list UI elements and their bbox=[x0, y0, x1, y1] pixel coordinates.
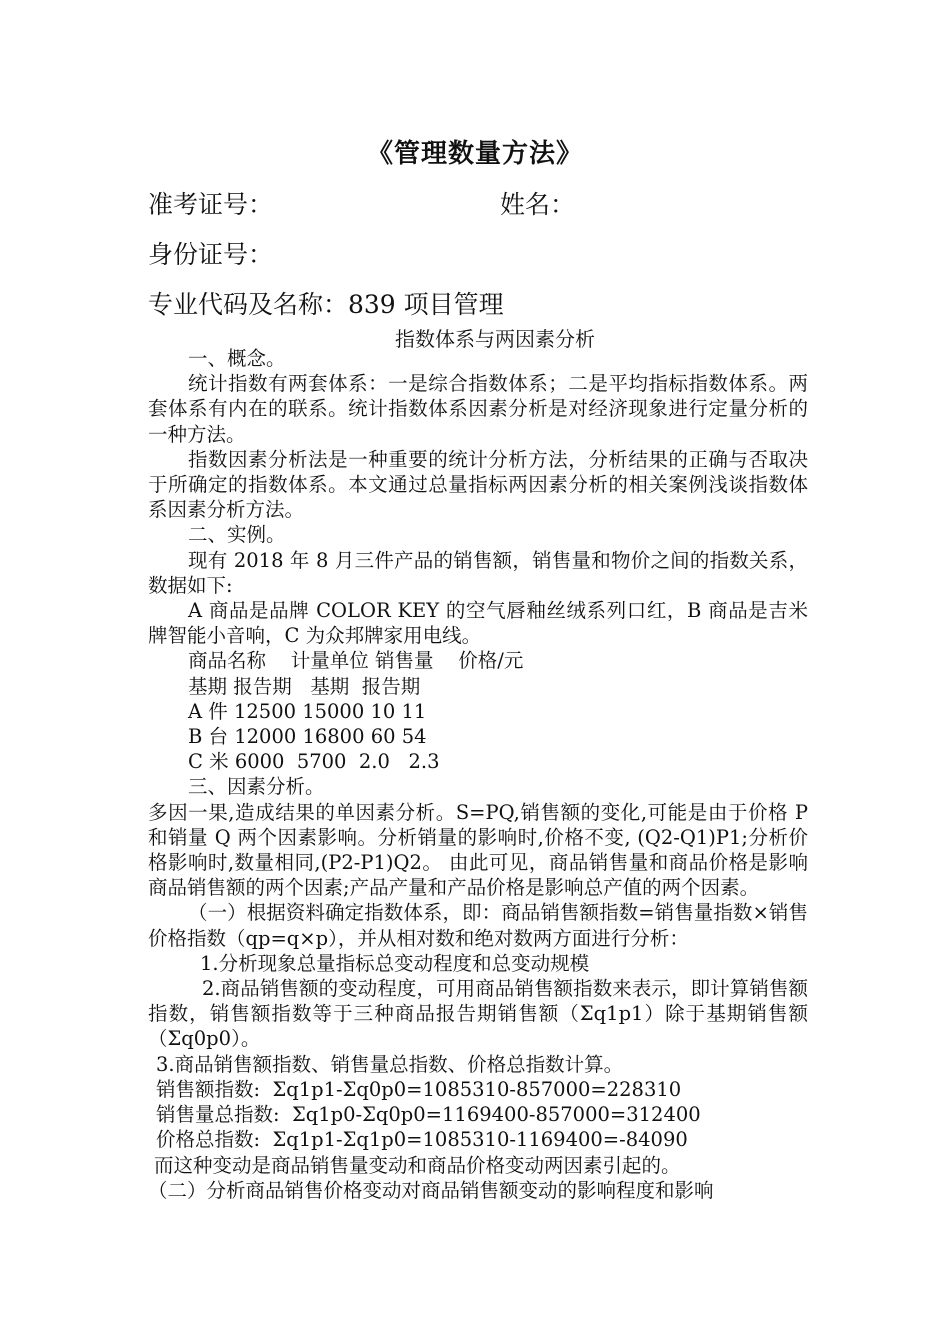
paragraph: （二）分析商品销售价格变动对商品销售额变动的影响程度和影响 bbox=[148, 1178, 714, 1202]
document-title: 《管理数量方法》 bbox=[366, 139, 583, 169]
table-row: C 米 6000 5700 2.0 2.3 bbox=[188, 750, 440, 774]
paragraph: 统计指数有两套体系：一是综合指数体系；二是平均指标指数体系。两套体系有内在的联系。统计指数体系因素分析是对经济现象进行定量分析的一种方法。 bbox=[148, 372, 808, 446]
formula-price-index: 价格总指数: Σq1p1-Σq1p0=1085310-1169400=-84090 bbox=[156, 1128, 688, 1152]
paragraph: 3.商品销售额指数、销售量总指数、价格总指数计算。 bbox=[156, 1052, 624, 1076]
paragraph: 1.分析现象总量指标总变动程度和总变动规模 bbox=[200, 951, 590, 975]
paragraph: 指数因素分析法是一种重要的统计分析方法，分析结果的正确与否取决于所确定的指数体系。本文通过总量指标两因素分析的相关案例浅谈指数体系因素分析方法。 bbox=[148, 447, 808, 522]
formula-sales-index: 销售额指数: Σq1p1-Σq0p0=1085310-857000=228310 bbox=[156, 1077, 682, 1101]
paragraph: 而这种变动是商品销售量变动和商品价格变动两因素引起的。 bbox=[154, 1153, 681, 1177]
document-body bbox=[148, 346, 808, 1203]
table-header-row: 基期 报告期 基期 报告期 bbox=[188, 674, 421, 698]
paragraph: 2.商品销售额的变动程度，可用商品销售额指数来表示，即计算销售额指数，销售额指数等于三种商品报告期销售额（Σq1p1）除于基期销售额（Σq0p0）。 bbox=[148, 977, 808, 1051]
paragraph: A 商品是品牌 COLOR KEY 的空气唇釉丝绒系列口红，B 商品是吉米牌智能小音响，C 为众邦牌家用电线。 bbox=[148, 599, 808, 648]
section-heading-concept: 一、概念。 bbox=[188, 347, 286, 370]
formula-quantity-index: 销售量总指数: Σq1p0-Σq0p0=1169400-857000=312400 bbox=[156, 1103, 701, 1127]
table-row: A 件 12500 15000 10 11 bbox=[188, 699, 427, 723]
name-label: 姓名： bbox=[500, 190, 576, 219]
paragraph: （一）根据资料确定指数体系，即：商品销售额指数=销售量指数×销售价格指数（qp=q×p），并从相对数和绝对数两方面进行分析： bbox=[148, 901, 808, 950]
exam-id-label: 准考证号： bbox=[148, 190, 274, 219]
table-row: B 台 12000 16800 60 54 bbox=[188, 725, 427, 749]
section-heading-analysis: 三、因素分析。 bbox=[188, 775, 325, 799]
table-header-row: 商品名称 计量单位 销售量 价格/元 bbox=[188, 649, 524, 673]
paragraph: 现有 2018 年 8 月三件产品的销售额，销售量和物价之间的指数关系，数据如下: bbox=[148, 548, 808, 597]
major-label: 专业代码及名称：839 项目管理 bbox=[148, 290, 504, 319]
section-subtitle: 指数体系与两因素分析 bbox=[395, 327, 595, 351]
id-card-label: 身份证号： bbox=[148, 240, 274, 269]
paragraph: 多因一果,造成结果的单因素分析。S=PQ,销售额的变化,可能是由于价格 P 和销量 Q 两个因素影响。分析销量的影响时,价格不变, (Q2-Q1)P1;分析价格影响时,数量相同,(P2-P1)Q2。 由此可见，商品销售量和商品价格是影响商品销售额的两个因素;产品产量和产品价格是影响总产值的两个因素。 bbox=[148, 800, 808, 900]
section-heading-example: 二、实例。 bbox=[188, 523, 286, 547]
